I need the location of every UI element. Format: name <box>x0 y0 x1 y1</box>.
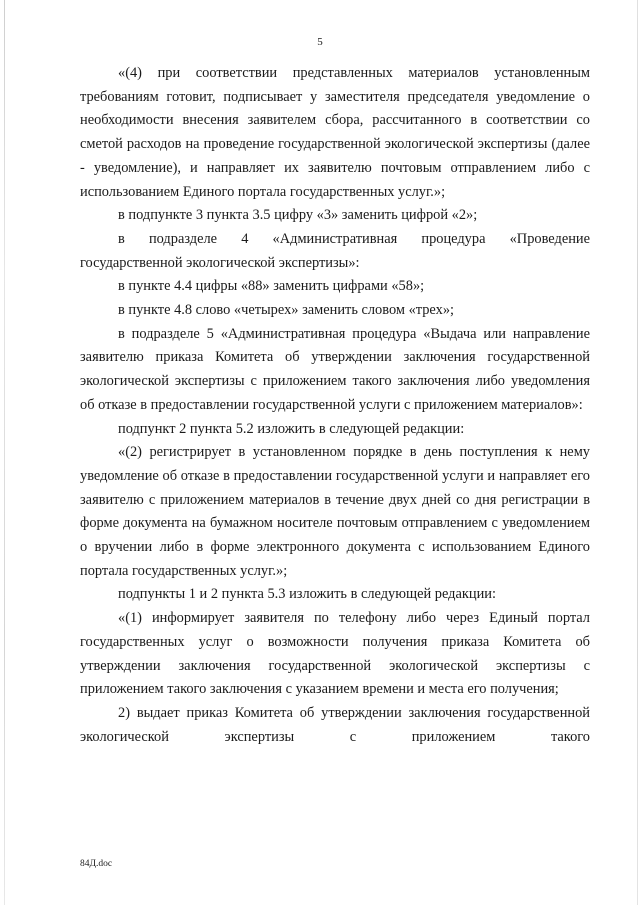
file-name-footer: 84Д.doc <box>80 859 113 869</box>
paragraph: подпункт 2 пункта 5.2 изложить в следующей редакции: <box>118 420 465 437</box>
page-number: 5 <box>317 36 323 48</box>
scan-edge-left <box>4 0 5 905</box>
paragraph: в пункте 4.8 слово «четырех» заменить словом «трех»; <box>118 302 455 319</box>
paragraph: в подпункте 3 пункта 3.5 цифру «3» заменить цифрой «2»; <box>118 207 478 224</box>
paragraph: «(1) информирует заявителя по телефону либо через Единый портал государственных услуг о возможности получения приказа Комитета об утверждении заключения государственной экологической экспертизы с приложением такого заключения с указанием времени и места его получения; <box>80 610 590 698</box>
paragraph: «(2) регистрирует в установленном порядке в день поступления к нему уведомление об отказе в предоставлении государственной услуги и направляет его заявителю с приложением материалов в течение двух дней со дня регистрации в форме документа на бумажном носителе почтовым отправлением с уведомлением о вручении либо в форме электронного документа с использованием Единого портала государственных услуг.»; <box>80 444 590 579</box>
paragraph: в подразделе 4 «Административная процедура «Проведение государственной экологической экспертизы»: <box>80 230 590 271</box>
paragraph: в подразделе 5 «Административная процедура «Выдача или направление заявителю приказа Комитета об утверждении заключения государственной экологической экспертизы с приложением такого заключения либо уведомления об отказе в предоставлении государственной услуги с приложением материалов»: <box>80 325 590 413</box>
document-body <box>80 62 590 749</box>
scan-edge-right <box>637 0 638 905</box>
paragraph: 2) выдает приказ Комитета об утверждении заключения государственной экологической экспертизы с приложением такого <box>80 704 590 745</box>
paragraph: в пункте 4.4 цифры «88» заменить цифрами «58»; <box>118 278 425 295</box>
paragraph: подпункты 1 и 2 пункта 5.3 изложить в следующей редакции: <box>118 586 496 603</box>
paragraph: «(4) при соответствии представленных материалов установленным требованиям готовит, подписывает у заместителя председателя уведомление о необходимости внесения заявителем сбора, рассчитанного в соответствии со сметой расходов на проведение государственной экологической экспертизы (далее - уведомление), и направляет их заявителю почтовым отправлением либо с использованием Единого портала государственных услуг.»; <box>80 65 590 200</box>
